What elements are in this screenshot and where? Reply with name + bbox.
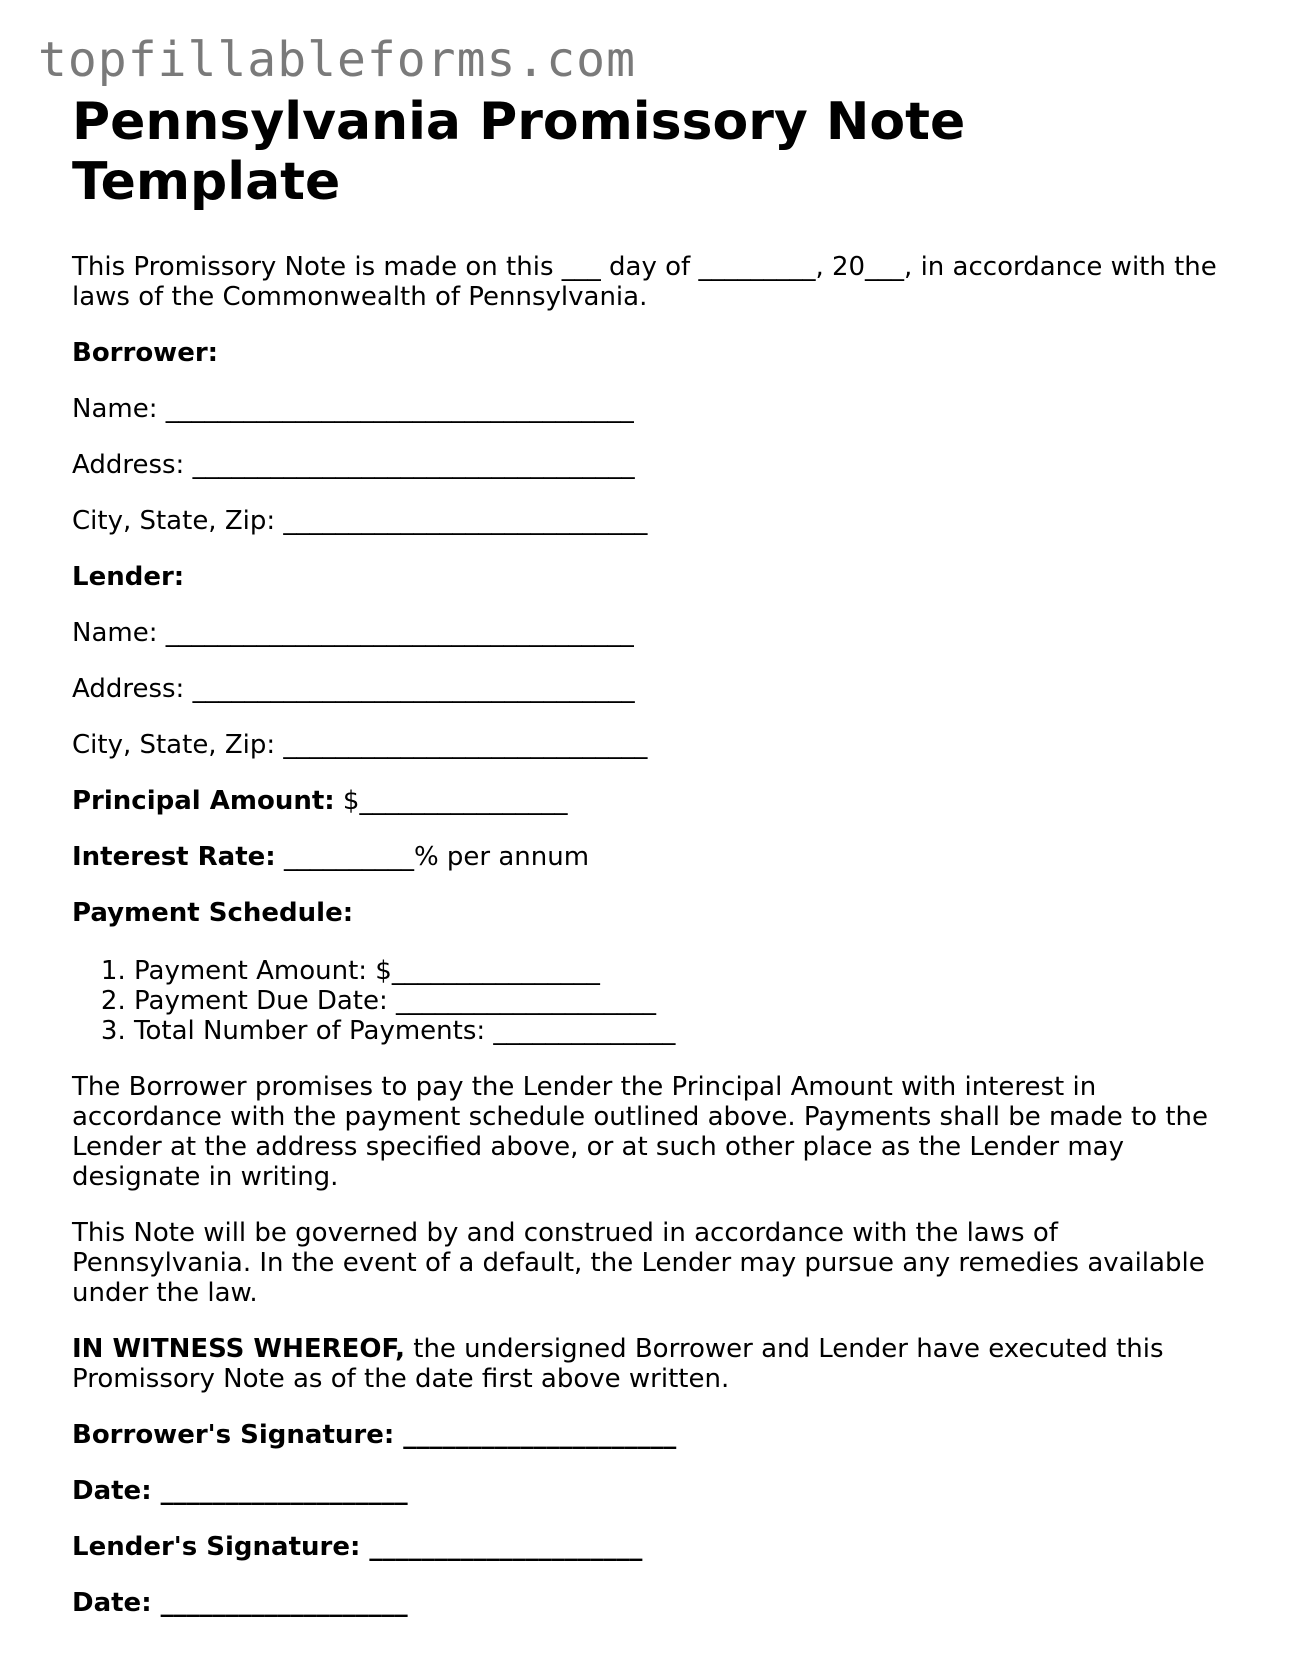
borrower-name-field[interactable]: Name: ____________________________________ bbox=[72, 394, 634, 424]
principal-amount-row[interactable] bbox=[72, 786, 1232, 816]
document-body bbox=[72, 92, 1232, 1618]
lender-date-field[interactable]: Date: ___________________ bbox=[72, 1588, 408, 1618]
borrower-city-field[interactable]: City, State, Zip: ____________________________ bbox=[72, 506, 648, 536]
watermark: topfillableforms.com bbox=[38, 32, 636, 88]
lender-heading: Lender: bbox=[72, 562, 185, 592]
governing-law-paragraph: This Note will be governed by and construed in accordance with the laws of Pennsylvania. In the event of a default, the Lender may pursue any remedies available under the law. bbox=[72, 1218, 1205, 1308]
borrower-heading: Borrower: bbox=[72, 338, 219, 368]
lender-name-field[interactable]: Name: ____________________________________ bbox=[72, 618, 634, 648]
total-payments-field[interactable]: 3. Total Number of Payments: ______________ bbox=[134, 1016, 1232, 1046]
principal-amount-label: Principal Amount: bbox=[72, 786, 335, 816]
witness-bold-text: IN WITNESS WHEREOF, bbox=[72, 1334, 405, 1364]
payment-schedule-heading: Payment Schedule: bbox=[72, 898, 354, 928]
intro-paragraph: This Promissory Note is made on this ___ day of _________, 20___, in accordance with the laws of the Commonwealth of Pennsylvania. bbox=[72, 252, 1217, 312]
principal-amount-field[interactable]: $________________ bbox=[334, 786, 568, 816]
borrower-signature-field[interactable]: Borrower's Signature: _____________________ bbox=[72, 1420, 677, 1450]
payment-amount-field[interactable]: 1. Payment Amount: $________________ bbox=[134, 956, 1232, 986]
interest-rate-row[interactable] bbox=[72, 842, 1232, 872]
lender-address-field[interactable]: Address: __________________________________ bbox=[72, 674, 635, 704]
borrower-date-field[interactable]: Date: ___________________ bbox=[72, 1476, 408, 1506]
promise-paragraph: The Borrower promises to pay the Lender the Principal Amount with interest in accordance with the payment schedule outlined above. Payments shall be made to the Lender at the address specified above, or at such other place as the Lender may designate in writing. bbox=[72, 1072, 1209, 1192]
borrower-address-field[interactable]: Address: __________________________________ bbox=[72, 450, 635, 480]
witness-text: the undersigned Borrower and Lender have executed this Promissory Note as of the date first above written. bbox=[72, 1334, 1164, 1394]
lender-city-field[interactable]: City, State, Zip: ____________________________ bbox=[72, 730, 648, 760]
interest-rate-label: Interest Rate: bbox=[72, 842, 276, 872]
payment-due-date-field[interactable]: 2. Payment Due Date: ____________________ bbox=[134, 986, 1232, 1016]
interest-rate-field[interactable]: __________% per annum bbox=[275, 842, 590, 872]
witness-paragraph bbox=[72, 1334, 1232, 1394]
payment-schedule-list bbox=[72, 956, 1232, 1046]
page-title: Pennsylvania Promissory Note Template bbox=[72, 92, 966, 212]
lender-signature-field[interactable]: Lender's Signature: _____________________ bbox=[72, 1532, 643, 1562]
